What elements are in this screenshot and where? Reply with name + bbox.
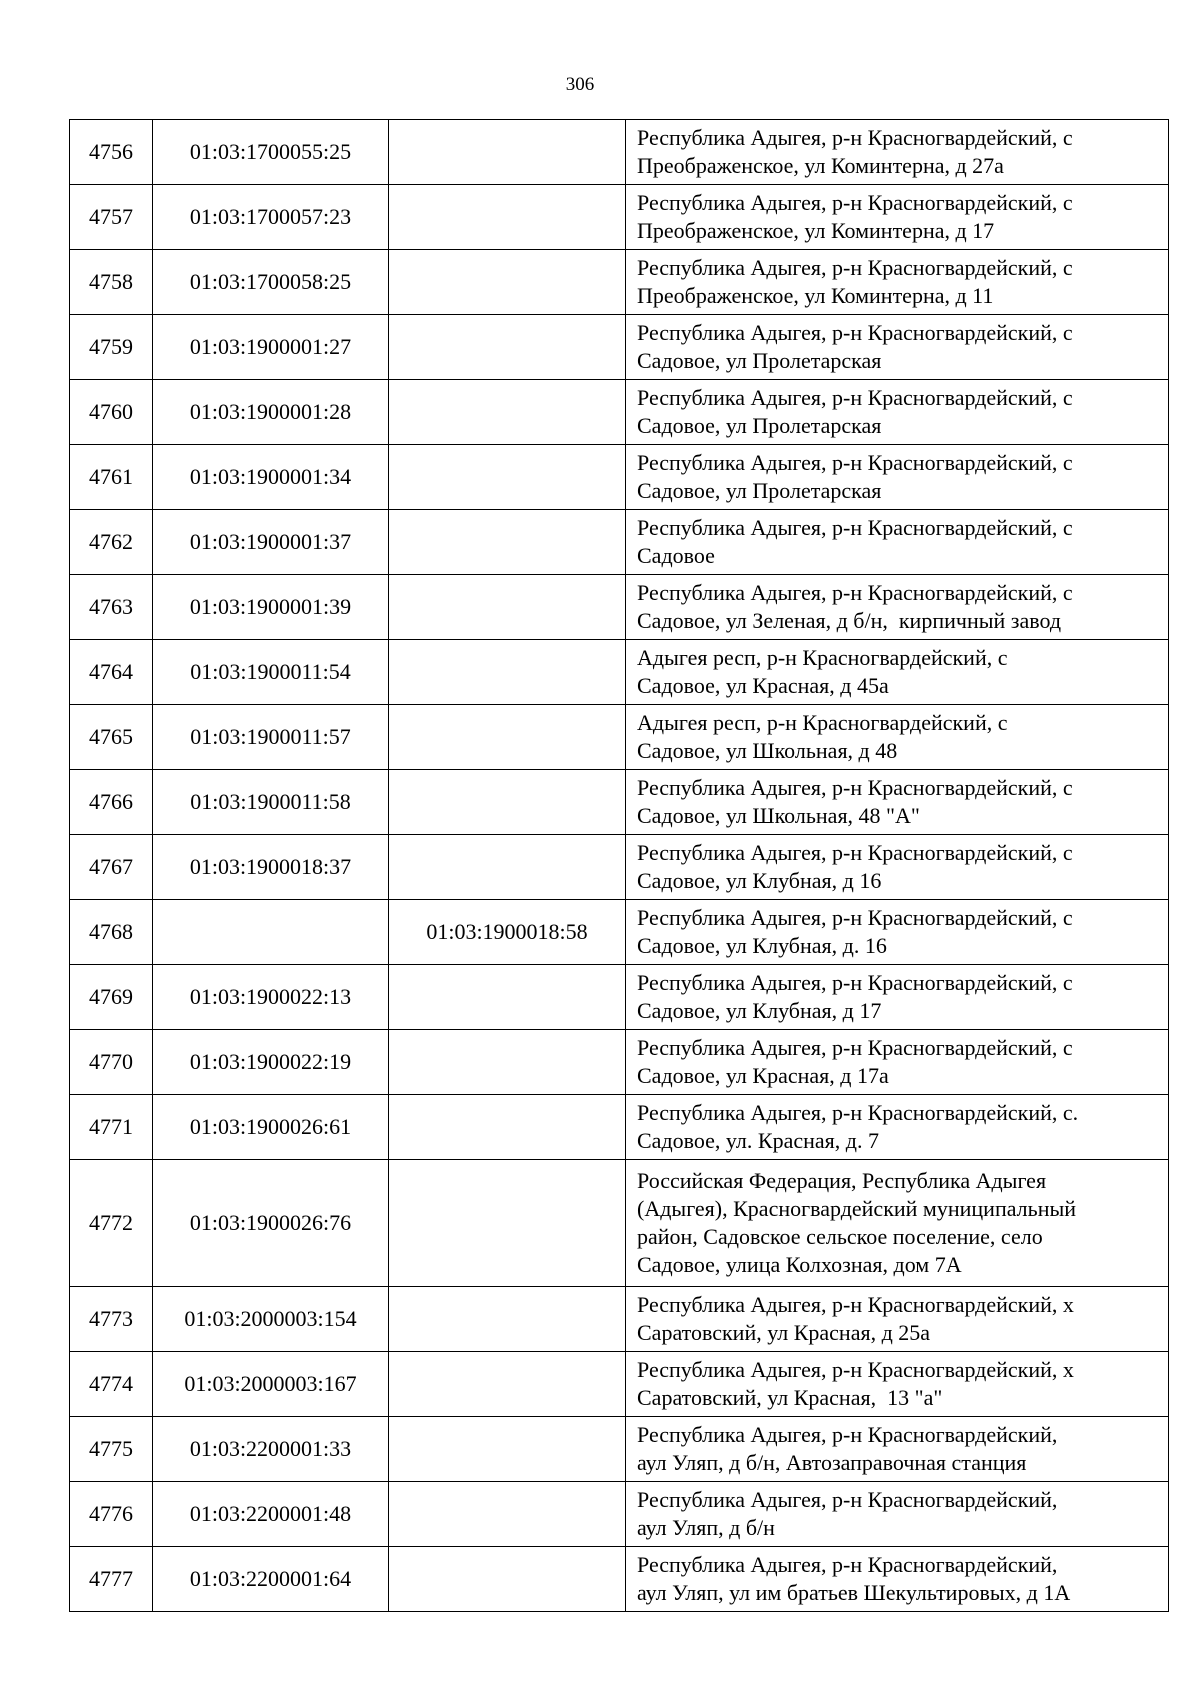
address-cell xyxy=(626,250,1169,315)
row-number-cell: 4772 xyxy=(70,1160,153,1287)
table-row xyxy=(70,640,1169,705)
cadastral-number-cell: 01:03:1900001:37 xyxy=(153,510,389,575)
row-number-cell: 4774 xyxy=(70,1352,153,1417)
address-line: Республика Адыгея, р-н Красногвардейский, с. xyxy=(637,1100,1079,1125)
address-cell xyxy=(626,1352,1169,1417)
table-row xyxy=(70,1287,1169,1352)
table-row xyxy=(70,575,1169,640)
row-number-cell: 4768 xyxy=(70,900,153,965)
table-row xyxy=(70,705,1169,770)
address-line: Республика Адыгея, р-н Красногвардейский, с xyxy=(637,125,1073,150)
address-line: Преображенское, ул Коминтерна, д 27а xyxy=(637,153,1004,178)
address-line: Республика Адыгея, р-н Красногвардейский, с xyxy=(637,255,1073,280)
address-line: Республика Адыгея, р-н Красногвардейский, с xyxy=(637,840,1073,865)
table-row xyxy=(70,1352,1169,1417)
address-line: Республика Адыгея, р-н Красногвардейский, с xyxy=(637,320,1073,345)
row-number-cell: 4756 xyxy=(70,120,153,185)
address-line: Садовое, ул Красная, д 45а xyxy=(637,673,889,698)
address-line: Садовое, ул Зеленая, д б/н, кирпичный завод xyxy=(637,608,1062,633)
cadastral-number-cell: 01:03:1900026:76 xyxy=(153,1160,389,1287)
table-row xyxy=(70,1030,1169,1095)
cadastral-number-cell xyxy=(153,900,389,965)
row-number-cell: 4777 xyxy=(70,1547,153,1612)
table-row xyxy=(70,250,1169,315)
table-row xyxy=(70,510,1169,575)
table-row xyxy=(70,1160,1169,1287)
table-row xyxy=(70,1417,1169,1482)
cadastral-number-cell: 01:03:1900022:13 xyxy=(153,965,389,1030)
table-row xyxy=(70,120,1169,185)
address-cell xyxy=(626,965,1169,1030)
cadastral-number-cell: 01:03:1900001:39 xyxy=(153,575,389,640)
row-number-cell: 4764 xyxy=(70,640,153,705)
address-cell xyxy=(626,380,1169,445)
row-number-cell: 4775 xyxy=(70,1417,153,1482)
table-row xyxy=(70,900,1169,965)
address-line: Преображенское, ул Коминтерна, д 11 xyxy=(637,283,994,308)
cadastral-number-cell: 01:03:1900011:54 xyxy=(153,640,389,705)
address-line: Республика Адыгея, р-н Красногвардейский, с xyxy=(637,385,1073,410)
row-number-cell: 4765 xyxy=(70,705,153,770)
related-cadastral-number-cell xyxy=(389,1287,626,1352)
cadastral-number-cell: 01:03:1700057:23 xyxy=(153,185,389,250)
cadastral-number-cell: 01:03:2000003:167 xyxy=(153,1352,389,1417)
address-cell xyxy=(626,510,1169,575)
address-cell xyxy=(626,120,1169,185)
row-number-cell: 4776 xyxy=(70,1482,153,1547)
address-line: Республика Адыгея, р-н Красногвардейский, с xyxy=(637,970,1073,995)
row-number-cell: 4773 xyxy=(70,1287,153,1352)
address-line: Садовое, ул. Красная, д. 7 xyxy=(637,1128,879,1153)
row-number-cell: 4762 xyxy=(70,510,153,575)
address-line: Садовое, ул Пролетарская xyxy=(637,413,882,438)
related-cadastral-number-cell xyxy=(389,445,626,510)
address-cell xyxy=(626,640,1169,705)
address-cell xyxy=(626,1417,1169,1482)
cadastral-number-cell: 01:03:1900022:19 xyxy=(153,1030,389,1095)
cadastral-number-cell: 01:03:1900018:37 xyxy=(153,835,389,900)
address-line: Садовое, ул Клубная, д. 16 xyxy=(637,933,887,958)
address-line: аул Уляп, ул им братьев Шекультировых, д 1А xyxy=(637,1580,1071,1605)
address-line: аул Уляп, д б/н, Автозаправочная станция xyxy=(637,1450,1027,1475)
related-cadastral-number-cell xyxy=(389,510,626,575)
cadastral-number-cell: 01:03:2000003:154 xyxy=(153,1287,389,1352)
address-cell xyxy=(626,770,1169,835)
cadastral-number-cell: 01:03:2200001:64 xyxy=(153,1547,389,1612)
address-cell xyxy=(626,1547,1169,1612)
table-row xyxy=(70,1547,1169,1612)
address-line: Республика Адыгея, р-н Красногвардейский, с xyxy=(637,190,1073,215)
table-body xyxy=(70,120,1169,1612)
row-number-cell: 4758 xyxy=(70,250,153,315)
cadastral-number-cell: 01:03:1900011:58 xyxy=(153,770,389,835)
related-cadastral-number-cell xyxy=(389,380,626,445)
row-number-cell: 4771 xyxy=(70,1095,153,1160)
cadastral-number-cell: 01:03:1700055:25 xyxy=(153,120,389,185)
address-line: Преображенское, ул Коминтерна, д 17 xyxy=(637,218,995,243)
address-line: Республика Адыгея, р-н Красногвардейский, с xyxy=(637,905,1073,930)
address-line: Республика Адыгея, р-н Красногвардейский, xyxy=(637,1552,1058,1577)
address-line: Саратовский, ул Красная, 13 "а" xyxy=(637,1385,943,1410)
page-number: 306 xyxy=(565,74,595,95)
related-cadastral-number-cell xyxy=(389,250,626,315)
address-line: Адыгея респ, р-н Красногвардейский, с xyxy=(637,645,1008,670)
address-cell xyxy=(626,835,1169,900)
address-cell xyxy=(626,185,1169,250)
address-line: Республика Адыгея, р-н Красногвардейский, с xyxy=(637,1035,1073,1060)
address-line: Республика Адыгея, р-н Красногвардейский, xyxy=(637,1487,1058,1512)
address-line: Саратовский, ул Красная, д 25а xyxy=(637,1320,931,1345)
row-number-cell: 4759 xyxy=(70,315,153,380)
related-cadastral-number-cell xyxy=(389,575,626,640)
related-cadastral-number-cell xyxy=(389,185,626,250)
address-line: Республика Адыгея, р-н Красногвардейский, х xyxy=(637,1357,1074,1382)
address-line: Республика Адыгея, р-н Красногвардейский, с xyxy=(637,515,1073,540)
related-cadastral-number-cell: 01:03:1900018:58 xyxy=(389,900,626,965)
table-row xyxy=(70,185,1169,250)
related-cadastral-number-cell xyxy=(389,1030,626,1095)
table-row xyxy=(70,380,1169,445)
address-cell xyxy=(626,1482,1169,1547)
related-cadastral-number-cell xyxy=(389,1160,626,1287)
table-row xyxy=(70,835,1169,900)
related-cadastral-number-cell xyxy=(389,965,626,1030)
table-row xyxy=(70,965,1169,1030)
address-cell xyxy=(626,1030,1169,1095)
cadastral-number-cell: 01:03:1900001:27 xyxy=(153,315,389,380)
cadastral-number-cell: 01:03:1700058:25 xyxy=(153,250,389,315)
address-line: Садовое xyxy=(637,543,715,568)
address-line: Садовое, улица Колхозная, дом 7А xyxy=(637,1252,962,1277)
address-cell xyxy=(626,1095,1169,1160)
row-number-cell: 4761 xyxy=(70,445,153,510)
address-cell xyxy=(626,1160,1169,1287)
address-line: Садовое, ул Пролетарская xyxy=(637,348,882,373)
address-cell xyxy=(626,900,1169,965)
related-cadastral-number-cell xyxy=(389,1095,626,1160)
address-line: Садовое, ул Пролетарская xyxy=(637,478,882,503)
address-cell xyxy=(626,445,1169,510)
row-number-cell: 4769 xyxy=(70,965,153,1030)
related-cadastral-number-cell xyxy=(389,835,626,900)
row-number-cell: 4770 xyxy=(70,1030,153,1095)
related-cadastral-number-cell xyxy=(389,705,626,770)
row-number-cell: 4767 xyxy=(70,835,153,900)
table-row xyxy=(70,770,1169,835)
address-line: Республика Адыгея, р-н Красногвардейский, с xyxy=(637,775,1073,800)
address-line: аул Уляп, д б/н xyxy=(637,1515,775,1540)
address-line: Республика Адыгея, р-н Красногвардейский, с xyxy=(637,450,1073,475)
address-line: Российская Федерация, Республика Адыгея xyxy=(637,1168,1047,1193)
related-cadastral-number-cell xyxy=(389,1352,626,1417)
cadastral-number-cell: 01:03:1900011:57 xyxy=(153,705,389,770)
address-line: Садовое, ул Клубная, д 17 xyxy=(637,998,882,1023)
related-cadastral-number-cell xyxy=(389,640,626,705)
address-cell xyxy=(626,705,1169,770)
table-row xyxy=(70,1095,1169,1160)
row-number-cell: 4763 xyxy=(70,575,153,640)
address-cell xyxy=(626,315,1169,380)
related-cadastral-number-cell xyxy=(389,1417,626,1482)
related-cadastral-number-cell xyxy=(389,315,626,380)
address-line: Садовое, ул Школьная, д 48 xyxy=(637,738,898,763)
cadastral-number-cell: 01:03:2200001:48 xyxy=(153,1482,389,1547)
property-register-table xyxy=(69,119,1169,1612)
table-row xyxy=(70,1482,1169,1547)
cadastral-number-cell: 01:03:1900001:34 xyxy=(153,445,389,510)
row-number-cell: 4766 xyxy=(70,770,153,835)
address-line: Республика Адыгея, р-н Красногвардейский, с xyxy=(637,580,1073,605)
address-cell xyxy=(626,1287,1169,1352)
address-line: Республика Адыгея, р-н Красногвардейский, х xyxy=(637,1292,1074,1317)
related-cadastral-number-cell xyxy=(389,770,626,835)
cadastral-number-cell: 01:03:1900026:61 xyxy=(153,1095,389,1160)
address-line: Республика Адыгея, р-н Красногвардейский, xyxy=(637,1422,1058,1447)
row-number-cell: 4760 xyxy=(70,380,153,445)
address-cell xyxy=(626,575,1169,640)
related-cadastral-number-cell xyxy=(389,120,626,185)
cadastral-number-cell: 01:03:2200001:33 xyxy=(153,1417,389,1482)
table-row xyxy=(70,445,1169,510)
address-line: Садовое, ул Красная, д 17а xyxy=(637,1063,889,1088)
address-line: район, Садовское сельское поселение, село xyxy=(637,1224,1043,1249)
address-line: Садовое, ул Школьная, 48 "А" xyxy=(637,803,920,828)
address-line: Адыгея респ, р-н Красногвардейский, с xyxy=(637,710,1008,735)
related-cadastral-number-cell xyxy=(389,1547,626,1612)
cadastral-number-cell: 01:03:1900001:28 xyxy=(153,380,389,445)
table-row xyxy=(70,315,1169,380)
address-line: (Адыгея), Красногвардейский муниципальный xyxy=(637,1196,1077,1221)
address-line: Садовое, ул Клубная, д 16 xyxy=(637,868,882,893)
related-cadastral-number-cell xyxy=(389,1482,626,1547)
row-number-cell: 4757 xyxy=(70,185,153,250)
